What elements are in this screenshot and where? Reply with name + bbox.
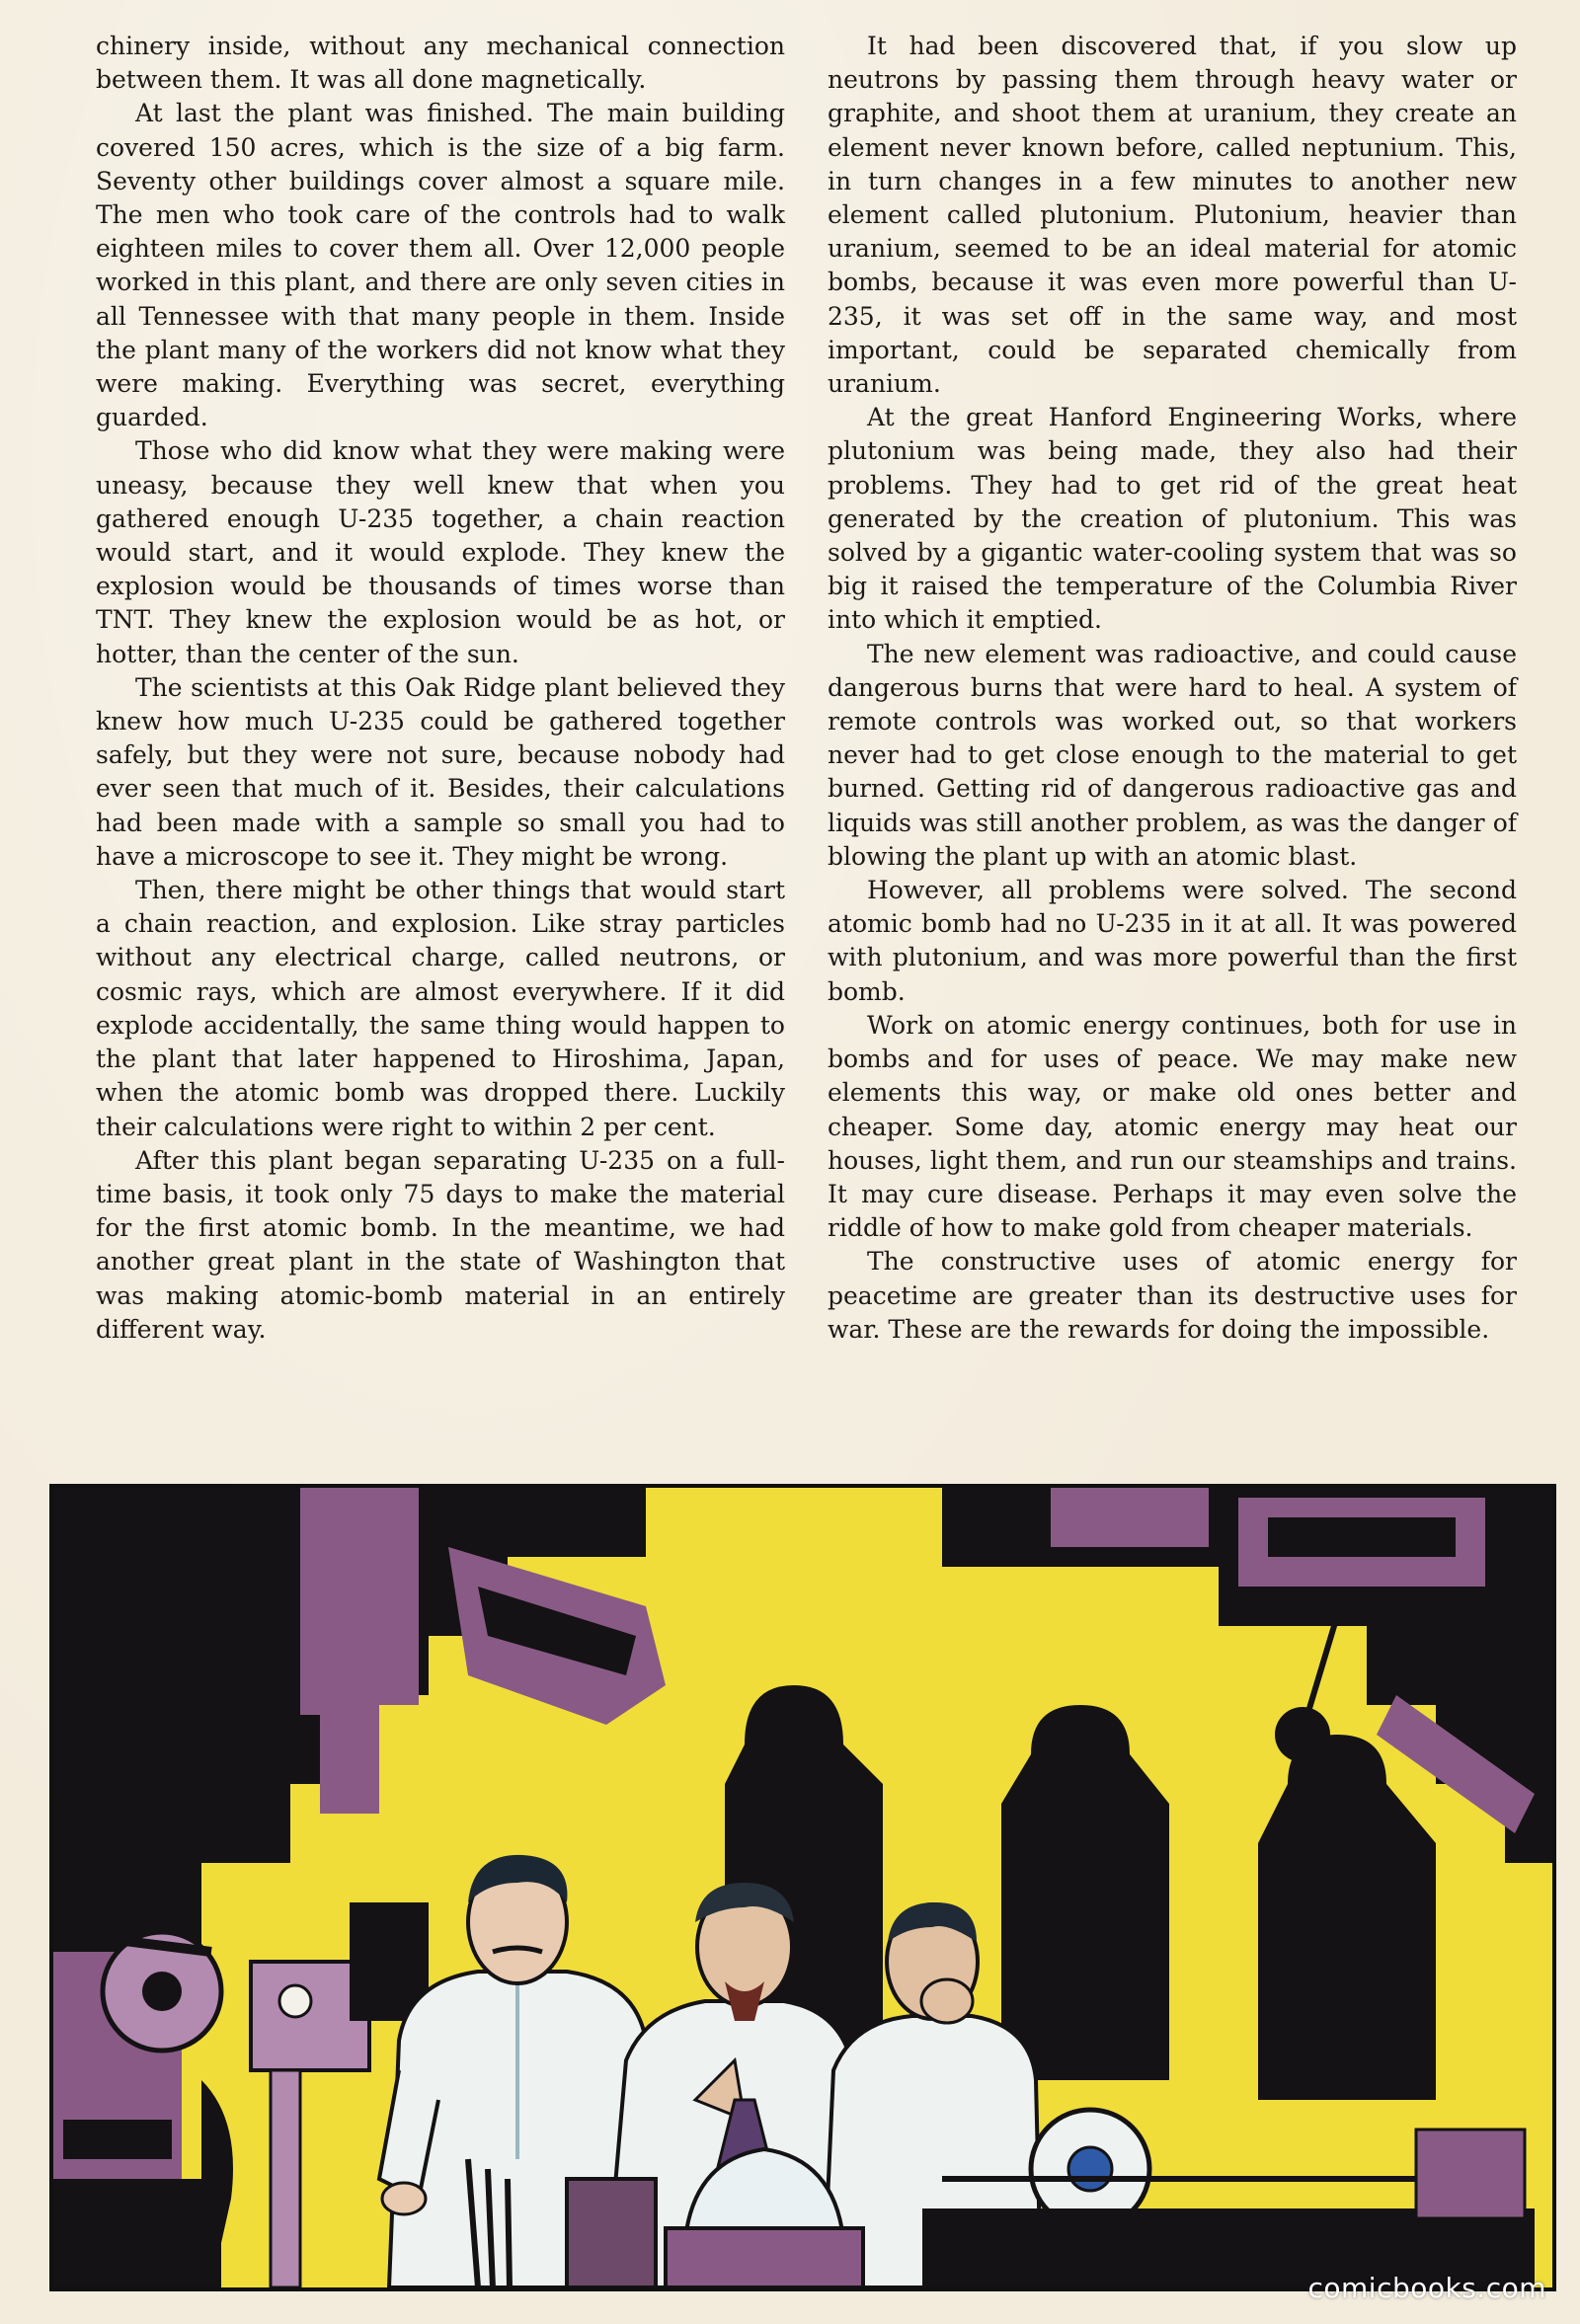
- paragraph: The new element was radioactive, and could cause dangerous burns that were hard to heal. A system of remote controls was worked out, so that workers never had to get close enough to the material to get burned. Getting rid of dangerous radioactive gas and liquids was still another problem, as was the danger of blowing the plant up with an atomic blast.: [828, 639, 1517, 871]
- text-column-right: [828, 30, 1517, 1347]
- paragraph: chinery inside, without any mechanical connection between them. It was all done magnetically.: [96, 32, 785, 95]
- watermark: comicbooks.com: [1307, 2272, 1546, 2304]
- closing-paragraph: The constructive uses of atomic energy for peacetime are greater than its destructive uses for war. These are the rewards for doing the impossible.: [828, 1247, 1517, 1344]
- paragraph: However, all problems were solved. The second atomic bomb had no U-235 in it at all. It was powered with plutonium, and was more powerful than the first bomb.: [828, 876, 1517, 1006]
- paragraph: At the great Hanford Engineering Works, where plutonium was being made, they also had their problems. They had to get rid of the great heat generated by the creation of plutonium. This was solved by a gigantic water-cooling system that was so big it raised the temperature of the Columbia River into which it emptied.: [828, 403, 1517, 635]
- gauge-icon: [279, 1985, 311, 2017]
- paragraph: At last the plant was finished. The main building covered 150 acres, which is the size of a big farm. Seventy other buildings cover almost a square mile. The men who took care of the controls had to walk eighteen miles to cover them all. Over 12,000 people worked in this plant, and there are only seven cities in all Tennessee with that many people in them. Inside the plant many of the workers did not know what they were making. Everything was secret, everything guarded.: [96, 99, 785, 432]
- paragraph: The scientists at this Oak Ridge plant believed they knew how much U-235 could be gathered together safely, but they were not sure, because nobody had ever seen that much of it. Besides, their calculations had been made with a sample so small you had to have a microscope to see it. They might be wrong.: [96, 672, 785, 871]
- paragraph: After this plant began separating U-235 on a full-time basis, it took only 75 days to make the material for the first atomic bomb. In the meantime, we had another great plant in the state of Washington that was making atomic-bomb material in an entirely different way.: [96, 1145, 785, 1344]
- paragraph: It had been discovered that, if you slow up neutrons by passing them through heavy water or graphite, and shoot them at uranium, they create an element never known before, called neptunium. This, in turn changes in a few minutes to another new element called plutonium. Plutonium, heavier than uranium, seemed to be an ideal material for atomic bombs, because it was even more powerful than U-235, it was set off in the same way, and most important, could be separated chemically from uranium.: [828, 32, 1517, 399]
- paragraph: Then, there might be other things that would start a chain reaction, and explosion. Like stray particles without any electrical charge, called neutrons, or cosmic rays, which are almost everywhere. If it did explode accidentally, the same thing would happen to the plant that later happened to Hiroshima, Japan, when the atomic bomb was dropped there. Luckily their calculations were right to within 2 per cent.: [96, 876, 785, 1141]
- paragraph: Those who did know what they were making were uneasy, because they well knew that when you gathered enough U-235 together, a chain reaction would start, and it would explode. They knew the explosion would be thousands of times worse than TNT. They knew the explosion would be as hot, or hotter, than the center of the sun.: [96, 436, 785, 668]
- paragraph: Work on atomic energy continues, both for use in bombs and for uses of peace. We may make new elements this way, or make old ones better and cheaper. Some day, atomic energy may heat our houses, light them, and run our steamships and trains. It may cure disease. Perhaps it may even solve the riddle of how to make gold from cheaper materials.: [828, 1010, 1517, 1243]
- lab-scene-illustration: [53, 1488, 1552, 2287]
- text-column-left: [96, 30, 785, 1347]
- illustration-panel: [49, 1484, 1556, 2291]
